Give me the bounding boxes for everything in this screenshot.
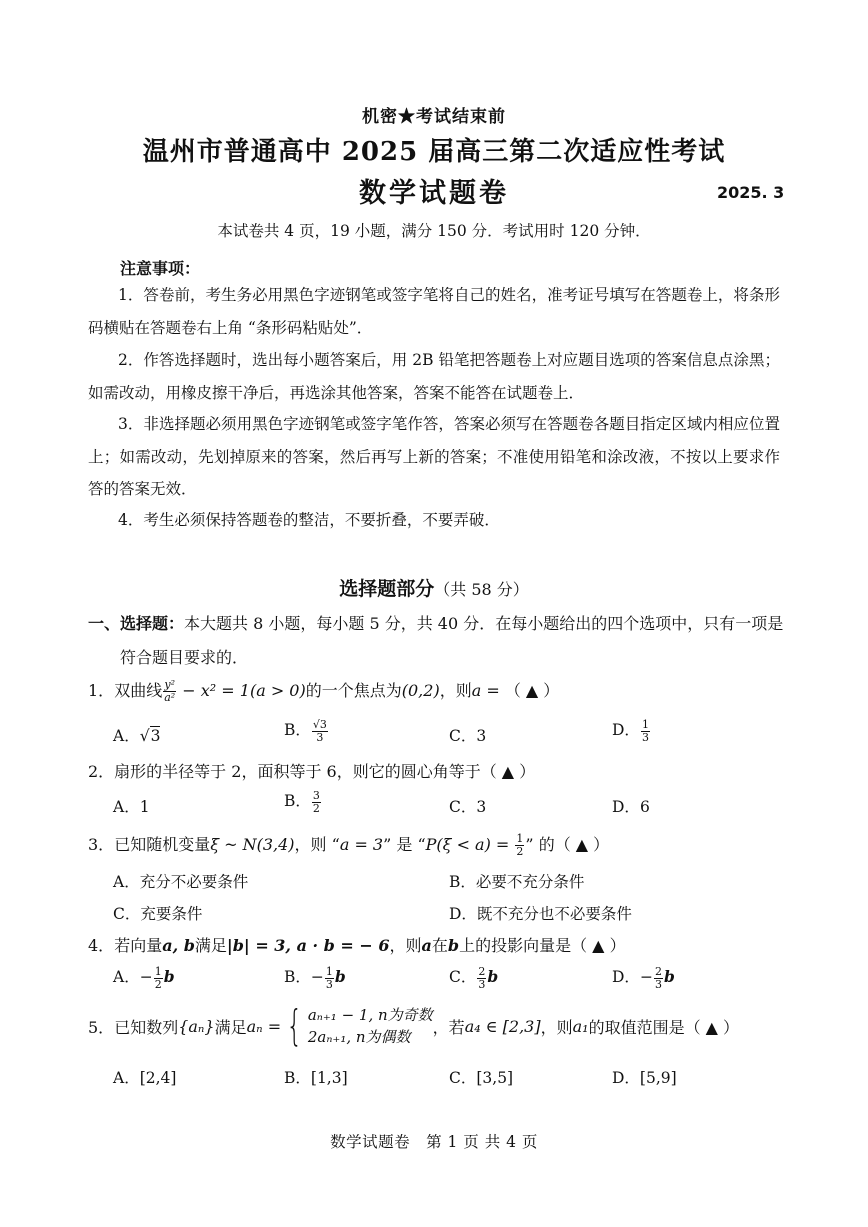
section-instruction: 一、选择题：本大题共 8 小题，每小题 5 分，共 40 分．在每小题给出的四个选项中，只有一项是 xyxy=(88,614,784,633)
q-math: b xyxy=(447,936,460,955)
question-1 xyxy=(88,678,559,704)
notes-heading: 注意事项： xyxy=(120,259,201,278)
q-text: ，则 “ xyxy=(294,835,340,854)
confidential-label: 机密★考试结束前 xyxy=(362,107,506,127)
q2-option-a xyxy=(113,795,150,817)
q-text: ，则 xyxy=(439,681,472,700)
frac-den: 3 xyxy=(654,977,662,991)
exam-subtitle: 数学试题卷 xyxy=(359,178,509,209)
q-math: |b| = 3, a · b = − 6 xyxy=(226,936,390,955)
q-math: {aₙ} xyxy=(178,1016,215,1036)
question-5 xyxy=(88,1001,740,1050)
frac-den: 2 xyxy=(516,845,524,858)
option-vector: b xyxy=(663,967,675,986)
q-number: 5． xyxy=(88,1017,115,1037)
option-label: A． xyxy=(113,798,140,816)
case-1: aₙ₊₁ − 1, n为奇数 xyxy=(307,1006,433,1024)
q-text: 的一个焦点为 xyxy=(305,681,402,700)
q-text: ，若 xyxy=(432,1017,465,1037)
fraction xyxy=(312,790,321,815)
option-sign: − xyxy=(639,968,653,986)
q-text: 若向量 xyxy=(114,936,163,955)
q-math: aₙ = xyxy=(246,1016,282,1036)
note-text: 1．答卷前，考生务必用黑色字迹钢笔或签字笔将自己的姓名，准考证号填写在答题卷上，将条形码横贴在答题卷右上角 “条形码粘贴处”． xyxy=(88,286,780,337)
q5-option-c: C．[3,5] xyxy=(449,1069,514,1087)
option-label: D． xyxy=(612,968,640,986)
q-math: a = 3 xyxy=(339,835,384,854)
q-text: 满足 xyxy=(214,1017,247,1037)
q-text: 在 xyxy=(431,936,448,955)
option-value: 3 xyxy=(476,727,487,745)
frac-den: 3 xyxy=(316,730,324,744)
instruction-line-2: 符合题目要求的． xyxy=(120,648,249,667)
q-math: a₁ xyxy=(572,1016,589,1036)
option-label: C． xyxy=(449,727,477,745)
q-number: 1． xyxy=(88,681,115,700)
q2-option-c xyxy=(449,795,486,817)
q-math: a₄ ∈ [2,3] xyxy=(464,1016,541,1036)
fraction xyxy=(154,966,163,991)
q-text: ” 是 “ xyxy=(383,835,426,854)
option-value: 6 xyxy=(639,798,650,816)
case-2: 2aₙ₊₁, n为偶数 xyxy=(307,1028,411,1046)
option-label: A． xyxy=(113,727,140,745)
fraction xyxy=(654,966,663,991)
frac-num: 1 xyxy=(641,717,649,731)
frac-num: 1 xyxy=(516,832,524,845)
frac-num: 1 xyxy=(325,964,333,978)
frac-den: 2 xyxy=(154,977,162,991)
answer-mark: （ ▲ ） xyxy=(504,681,560,700)
frac-num: 2 xyxy=(654,964,662,978)
exam-date: 2025. 3 xyxy=(717,183,785,202)
option-value: 3 xyxy=(150,727,161,745)
frac-num: y² xyxy=(164,678,175,691)
option-label: B． xyxy=(284,792,311,810)
option-vector: b xyxy=(487,967,499,986)
note-item-4 xyxy=(88,504,780,537)
option-value: 3 xyxy=(476,798,487,816)
fraction xyxy=(477,966,486,991)
section-points: （共 58 分） xyxy=(434,580,529,599)
option-label: C． xyxy=(449,798,477,816)
q-math: a = xyxy=(471,681,505,700)
fraction xyxy=(325,966,334,991)
q-math: ξ ~ N(3,4) xyxy=(210,835,295,854)
frac-num: 2 xyxy=(478,964,486,978)
q1-option-a: A．√3 xyxy=(113,727,161,745)
option-label: D． xyxy=(612,798,640,816)
option-sign: − xyxy=(139,968,153,986)
fraction xyxy=(163,679,176,704)
q-text: 双曲线 xyxy=(114,681,163,700)
q4-option-d xyxy=(612,965,675,991)
q2-option-b xyxy=(284,789,322,815)
q5-option-b: B．[1,3] xyxy=(284,1069,348,1087)
page-footer: 数学试题卷 第 1 页 共 4 页 xyxy=(330,1133,538,1151)
q4-option-c xyxy=(449,965,498,991)
q-text: ” 的（ ▲ ） xyxy=(525,835,610,854)
note-text: 4．考生必须保持答题卷的整洁，不要折叠，不要弄破． xyxy=(118,511,500,529)
q-text: 已知随机变量 xyxy=(114,835,211,854)
section-title: 选择题部分 xyxy=(339,578,435,600)
note-text: 3．非选择题必须用黑色字迹钢笔或签字笔作答，答案必须写在答题卷各题目指定区域内相应位置上；如需改动，先划掉原来的答案，然后再写上新的答案；不准使用铅笔和涂改液，不按以上要求作答的答案无效． xyxy=(88,415,780,498)
q5-option-d: D．[5,9] xyxy=(612,1069,677,1087)
q-number: 3． xyxy=(88,835,115,854)
q-math: a xyxy=(421,936,432,955)
section-heading xyxy=(0,574,868,601)
frac-den: 3 xyxy=(641,730,649,744)
q-text: ，则 xyxy=(389,936,422,955)
q-text: 的取值范围是（ ▲ ） xyxy=(588,1017,740,1037)
q-number: 4． xyxy=(88,936,115,955)
q3-option-c: C．充要条件 xyxy=(113,905,203,923)
frac-den: 3 xyxy=(325,977,333,991)
note-text: 2．作答选择题时，选出每小题答案后，用 2B 铅笔把答题卷上对应题目选项的答案信息点涂黑；如需改动，用橡皮擦干净后，再选涂其他答案，答案不能答在试题卷上． xyxy=(88,351,780,402)
frac-num: 1 xyxy=(154,964,162,978)
q4-option-b xyxy=(284,965,346,991)
q-text: 满足 xyxy=(194,936,227,955)
frac-den: 3 xyxy=(478,977,486,991)
note-item-3 xyxy=(88,408,780,506)
q2-option-d xyxy=(612,795,650,817)
q-math: (0,2) xyxy=(401,681,440,700)
q3-option-d: D．既不充分也不必要条件 xyxy=(449,905,632,923)
option-vector: b xyxy=(163,967,175,986)
note-item-2 xyxy=(88,344,780,409)
frac-den: 2 xyxy=(312,801,320,815)
instruction-line-1: 本大题共 8 小题，每小题 5 分，共 40 分．在每小题给出的四个选项中，只有一项是 xyxy=(184,614,784,633)
q1-option-c xyxy=(449,724,486,746)
q3-option-b: B．必要不充分条件 xyxy=(449,873,585,891)
frac-den: a² xyxy=(164,691,176,704)
exam-info: 本试卷共 4 页，19 小题，满分 150 分．考试用时 120 分钟． xyxy=(217,222,651,240)
q5-option-a: A．[2,4] xyxy=(113,1069,177,1087)
option-label: B． xyxy=(284,721,311,739)
q1-option-b xyxy=(284,718,329,744)
fraction xyxy=(641,719,650,744)
fraction xyxy=(515,833,524,858)
option-label: C． xyxy=(449,968,477,986)
q-text: 已知数列 xyxy=(114,1017,179,1037)
frac-num: 3 xyxy=(312,788,320,802)
note-item-1 xyxy=(88,279,780,344)
question-2: 2．扇形的半径等于 2，面积等于 6，则它的圆心角等于（ ▲ ） xyxy=(88,762,536,781)
q-text: 上的投影向量是（ ▲ ） xyxy=(459,936,626,955)
q-math: − x² = 1(a > 0) xyxy=(177,681,306,700)
q1-option-d xyxy=(612,718,651,744)
option-label: A． xyxy=(113,968,140,986)
q3-option-a: A．充分不必要条件 xyxy=(113,873,249,891)
option-vector: b xyxy=(334,967,346,986)
question-4 xyxy=(88,933,626,956)
option-label: B． xyxy=(284,968,311,986)
q-text: ，则 xyxy=(540,1017,573,1037)
q4-option-a xyxy=(113,965,175,991)
option-sign: − xyxy=(310,968,324,986)
option-value: 1 xyxy=(139,798,150,816)
q-math: a, b xyxy=(162,936,195,955)
question-3 xyxy=(88,832,609,858)
option-label: D． xyxy=(612,721,640,739)
fraction xyxy=(312,719,328,744)
frac-num: √3 xyxy=(312,717,327,731)
piecewise-cases: { aₙ₊₁ − 1, n为奇数 2aₙ₊₁, n为偶数 xyxy=(286,1001,433,1050)
q-math: P(ξ < a) = xyxy=(425,835,515,854)
exam-title: 温州市普通高中 2025 届高三第二次适应性考试 xyxy=(142,137,726,167)
